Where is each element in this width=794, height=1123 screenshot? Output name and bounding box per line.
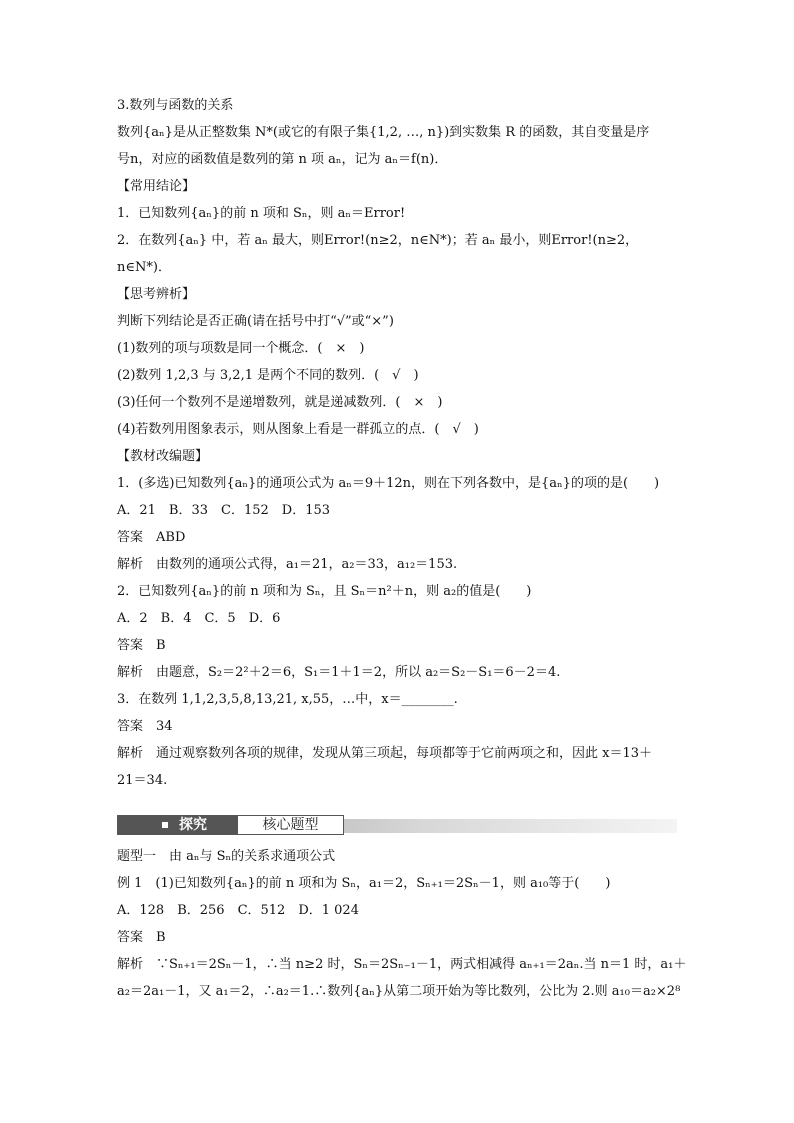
text-line: 解析 由数列的通项公式得，a₁＝21，a₂＝33，a₁₂＝153. (117, 557, 458, 572)
text-line: 答案 ABD (117, 530, 186, 545)
text-line: 题型一 由 aₙ与 Sₙ的关系求通项公式 (117, 849, 336, 864)
text-line: 答案 34 (117, 719, 173, 734)
text-line: 3．在数列 1,1,2,3,5,8,13,21, x,55，…中，x＝________. (117, 692, 458, 707)
text-line: (3)任何一个数列不是递增数列，就是递减数列．( × ) (117, 395, 443, 410)
text-line: 21＝34. (117, 773, 168, 788)
text-line: n∈N*)． (117, 260, 171, 275)
text-line: 解析 由题意，S₂＝2²＋2＝6，S₁＝1＋1＝2，所以 a₂＝S₂－S₁＝6－2＝4. (117, 665, 561, 680)
text-line: 解析 ∵Sₙ₊₁＝2Sₙ－1，∴当 n≥2 时，Sₙ＝2Sₙ₋₁－1，两式相减得 aₙ₊₁＝2aₙ.当 n＝1 时，a₁＋ (117, 957, 687, 972)
text-line: (2)数列 1,2,3 与 3,2,1 是两个不同的数列．( √ ) (117, 368, 419, 383)
banner-left-tab (117, 815, 237, 835)
text-line: 2．在数列{aₙ} 中，若 aₙ 最大，则Error!(n≥2，n∈N*)；若 aₙ 最小，则Error!(n≥2， (117, 233, 639, 248)
text-line: A．128 B．256 C．512 D．1 024 (117, 903, 359, 918)
text-line: 数列{aₙ}是从正整数集 N*(或它的有限子集{1,2, …, n})到实数集 R 的函数，其自变量是序 (117, 125, 650, 140)
text-line: (4)若数列用图象表示，则从图象上看是一群孤立的点．( √ ) (117, 422, 479, 437)
text-line: 判断下列结论是否正确(请在括号中打“√”或“×”) (117, 314, 394, 329)
text-line: a₂＝2a₁－1，又 a₁＝2，∴a₂＝1.∴数列{aₙ}从第二项开始为等比数列，公比为 2.则 a₁₀＝a₂×2⁸ (117, 984, 681, 999)
text-line: 1．(多选)已知数列{aₙ}的通项公式为 aₙ＝9＋12n，则在下列各数中，是{aₙ}的项的是( ) (117, 476, 660, 491)
text-line: 答案 B (117, 638, 166, 653)
banner-left-label: 探究 (179, 817, 207, 833)
text-line: 解析 通过观察数列各项的规律，发现从第三项起，每项都等于它前两项之和，因此 x＝13＋ (117, 746, 653, 761)
text-line: 【常用结论】 (117, 179, 196, 194)
banner-square-icon (162, 822, 168, 828)
text-line: 例 1 (1)已知数列{aₙ}的前 n 项和为 Sₙ，a₁＝2，Sₙ₊₁＝2Sₙ－1，则 a₁₀等于( ) (117, 876, 611, 891)
text-line: 号n，对应的函数值是数列的第 n 项 aₙ，记为 aₙ＝f(n)． (117, 152, 448, 167)
text-line: 1．已知数列{aₙ}的前 n 项和 Sₙ，则 aₙ＝Error! (117, 206, 406, 221)
text-line: A．2 B．4 C．5 D．6 (117, 611, 281, 626)
section-banner (117, 815, 677, 835)
text-line: (1)数列的项与项数是同一个概念．( × ) (117, 341, 365, 356)
text-line: A．21 B．33 C．152 D．153 (117, 503, 331, 518)
text-line: 【思考辨析】 (117, 287, 196, 302)
text-line: 3.数列与函数的关系 (117, 98, 234, 113)
text-line: 答案 B (117, 930, 166, 945)
text-line: 【教材改编题】 (117, 449, 209, 464)
text-line: 2．已知数列{aₙ}的前 n 项和为 Sₙ，且 Sₙ＝n²＋n，则 a₂的值是( ) (117, 584, 532, 599)
banner-right-label: 核心题型 (237, 815, 344, 835)
